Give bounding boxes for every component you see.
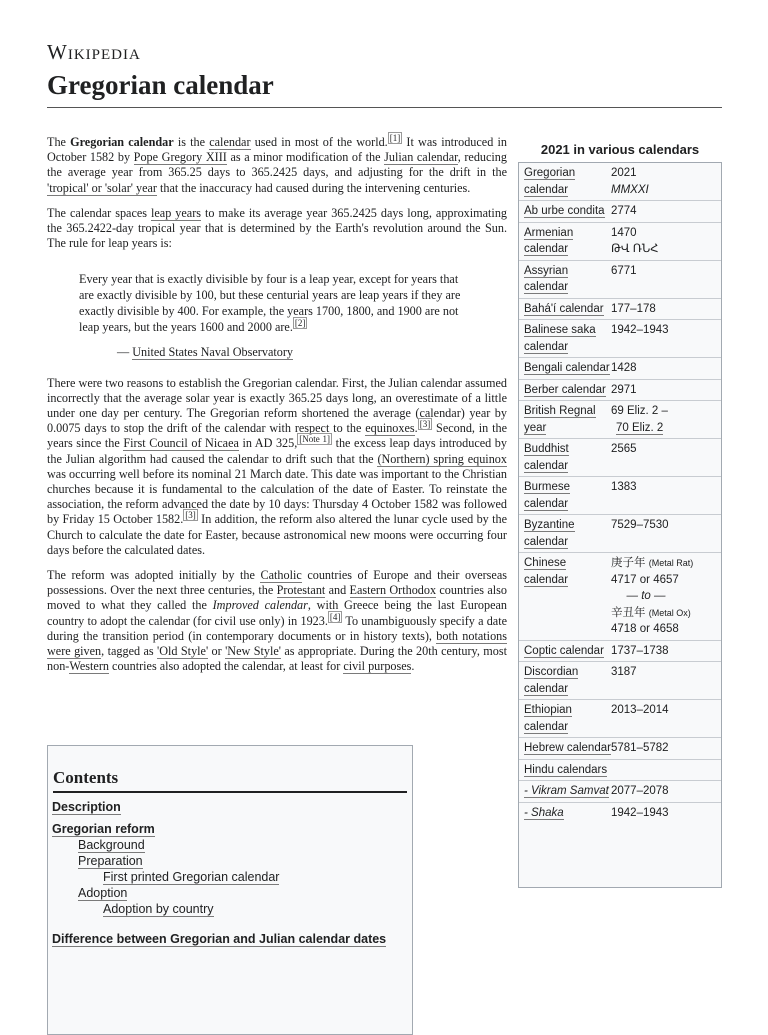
text: It was introduced in October 1582 by xyxy=(47,135,507,165)
cjk-year: 庚子年 xyxy=(611,557,646,569)
infobox-row-berber xyxy=(519,379,721,401)
value-line: MMXXI xyxy=(611,183,649,196)
infobox-caption: 2021 in various calendars xyxy=(540,142,700,157)
row-label-link[interactable]: Discordian calendar xyxy=(524,666,579,695)
row-label-link[interactable]: Ethiopian calendar xyxy=(524,704,572,733)
intro-paragraph-1 xyxy=(47,132,507,196)
text: and xyxy=(325,583,350,598)
text: In addition, the reform also altered the lunar cycle used by the Church to calculate the date for Easter, because astronomical new moons were occurring four days before the calculated dates. xyxy=(47,512,508,557)
toc-item-adoption[interactable] xyxy=(78,885,412,901)
text: is the xyxy=(173,135,210,149)
value-line: 69 Eliz. 2 – xyxy=(611,405,668,417)
link-both-notations[interactable]: both notations were given xyxy=(47,628,507,659)
row-value: 2774 xyxy=(611,205,637,217)
ref-note-1[interactable]: [Note 1] xyxy=(299,434,331,445)
infobox-table xyxy=(518,162,722,888)
infobox-row-ethiopian xyxy=(519,699,721,737)
infobox-row-discordian xyxy=(519,661,721,699)
row-value: 7529–7530 xyxy=(611,519,669,531)
intro-paragraph-2 xyxy=(47,206,507,252)
row-label-link[interactable]: Hebrew calendar xyxy=(524,742,611,754)
link-calendar[interactable]: calendar xyxy=(209,135,251,149)
link-usno[interactable]: United States Naval Observatory xyxy=(132,345,293,360)
infobox-row-bengali xyxy=(519,357,721,379)
infobox-row-coptic xyxy=(519,640,721,662)
row-label-link[interactable]: Assyrian calendar xyxy=(524,264,569,293)
toc-link[interactable]: Background xyxy=(78,838,145,852)
row-label-link[interactable]: - Shaka xyxy=(524,806,564,819)
value-line: — to — xyxy=(626,590,666,602)
toc-link[interactable]: Adoption by country xyxy=(103,902,214,916)
link-equinoxes[interactable]: equinoxes xyxy=(365,421,415,436)
link-council-nicaea[interactable]: First Council of Nicaea xyxy=(123,436,239,451)
value-line: ԹՎ ՌՆՀ xyxy=(611,243,659,255)
value-line: 1470 xyxy=(611,226,637,239)
link-new-style[interactable]: 'New Style' xyxy=(225,644,281,659)
toc-link[interactable]: Gregorian reform xyxy=(52,822,155,836)
row-value xyxy=(611,403,721,436)
text: in AD 325, xyxy=(238,436,298,451)
bold-term: Gregorian calendar xyxy=(70,135,174,149)
infobox-row-assyrian xyxy=(519,260,721,298)
infobox-row-shaka xyxy=(519,802,721,887)
row-value: 2971 xyxy=(611,383,637,396)
text: To unambiguously specify a date during the transition period (in contemporary documents or in history texts), xyxy=(47,613,508,643)
toc-item-adoption-by-country[interactable] xyxy=(103,901,412,917)
toc-spacer xyxy=(48,917,412,925)
value-line: 2021 xyxy=(611,167,637,179)
row-label-link[interactable]: Hindu calendars xyxy=(524,763,608,776)
link-leap-years[interactable]: leap years xyxy=(151,205,202,220)
row-label-link[interactable]: Armenian calendar xyxy=(524,226,574,255)
infobox-row-vikram-samvat xyxy=(519,780,721,802)
text: or xyxy=(208,644,226,659)
infobox xyxy=(518,142,722,888)
infobox-row-hindu xyxy=(519,759,721,781)
toc-link[interactable]: Difference between Gregorian and Julian calendar dates xyxy=(52,932,387,946)
infobox-row-ab-urbe xyxy=(519,200,721,222)
page-title: Gregorian calendar xyxy=(47,70,274,100)
link-spring-equinox[interactable]: (Northern) spring equinox xyxy=(377,451,507,466)
quote-source xyxy=(117,345,507,360)
text: . xyxy=(411,659,415,674)
row-value xyxy=(611,555,721,638)
quote-text: Every year that is exactly divisible by four is a leap year, except for years that are exactly divisible by 100, but these centurial years are leap years if they are exactly divisible by 400. For example, the years 1700, 1800, and 1900 are not leap years, but the years 1600 and 2000 are. xyxy=(79,272,461,335)
toc-title: Contents xyxy=(53,768,119,787)
intro-paragraph-3 xyxy=(47,376,507,558)
row-value xyxy=(611,762,721,779)
text: countries also adopted the calendar, at least for xyxy=(108,659,344,674)
row-label-link[interactable]: Byzantine calendar xyxy=(524,519,575,548)
row-value: 1942–1943 xyxy=(611,324,669,336)
ref-3b[interactable]: [3] xyxy=(185,510,196,521)
infobox-row-balinese xyxy=(519,319,721,357)
row-label-link[interactable]: Coptic calendar xyxy=(524,644,604,657)
link-catholic[interactable]: Catholic xyxy=(260,568,302,583)
wikipedia-wordmark[interactable]: Wikipedia xyxy=(47,40,141,64)
text: The xyxy=(47,135,71,149)
toc-divider xyxy=(53,791,407,793)
row-value: 3187 xyxy=(611,666,637,678)
toc-link[interactable]: First printed Gregorian calendar xyxy=(103,870,280,884)
row-label-link[interactable]: British Regnal year xyxy=(524,405,596,434)
value-note: (Metal Ox) xyxy=(648,607,691,618)
value-line xyxy=(611,605,721,622)
italic-term: Improved calendar xyxy=(212,598,308,613)
row-value: 1428 xyxy=(611,362,637,374)
value-link[interactable]: 70 Eliz. 2 xyxy=(616,421,664,434)
row-value: 1737–1738 xyxy=(611,644,669,657)
text: countries of Europe and their overseas possessions. Over the next three centuries, the xyxy=(47,568,507,598)
article-body xyxy=(47,132,508,684)
ref-2[interactable]: [2] xyxy=(294,318,306,329)
row-value: 177–178 xyxy=(611,302,656,315)
link-tropical-year[interactable]: 'tropical' or 'solar' year xyxy=(47,180,157,195)
infobox-row-buddhist xyxy=(519,438,721,476)
text: The calendar spaces xyxy=(47,205,151,220)
infobox-row-chinese xyxy=(519,552,721,640)
infobox-row-bahai xyxy=(519,298,721,320)
row-value: 2013–2014 xyxy=(611,704,669,716)
link-old-style[interactable]: 'Old Style' xyxy=(157,644,209,659)
text: There were two reasons to establish the Gregorian calendar. First, the Julian calendar assumed incorrectly that the average solar year is exactly 365.25 days long, an overestimate of a little under one day per century. The Gregorian reform shortened the average (calendar) year by 0.0075 days to stop the drift of the calendar with respect to the xyxy=(47,375,507,436)
infobox-row-hebrew xyxy=(519,737,721,759)
text: to make its average year 365.2425 days long, approximating the 365.2422-day tropical year that is determined by the Earth's revolution around the Sun. The rule for leap years is: xyxy=(47,205,508,251)
toc-item-background[interactable] xyxy=(78,837,412,853)
infobox-row-byzantine xyxy=(519,514,721,552)
value-line: 4717 or 4657 xyxy=(611,573,679,586)
text: , with Greece being the last European country to adopt the calendar (for civil use only) in 1923. xyxy=(47,598,507,628)
value-note: (Metal Rat) xyxy=(648,558,694,568)
row-label-link[interactable]: Burmese calendar xyxy=(524,481,571,510)
text: as a minor modification of the xyxy=(226,150,385,165)
infobox-row-armenian xyxy=(519,222,721,260)
ref-3[interactable]: [3] xyxy=(419,419,431,430)
row-value xyxy=(611,225,721,258)
text: — xyxy=(117,345,133,360)
link-protestant[interactable]: Protestant xyxy=(276,583,326,598)
cjk-year: 辛丑年 xyxy=(611,606,646,619)
text: was occurring well before its nominal 21 March date. This date was important to the Christian churches because it is fundamental to the calculation of the date of Easter. To reinstate the association, the reform advanced the date by 10 days: Thursday 4 October 1582 was followed by Friday 15 October 1582. xyxy=(47,466,507,527)
link-civil-purposes[interactable]: civil purposes xyxy=(343,659,412,674)
text: , tagged as xyxy=(101,644,158,659)
row-value: 6771 xyxy=(611,264,637,277)
toc-link[interactable]: Description xyxy=(52,800,121,814)
row-label-link[interactable]: Ab urbe condita xyxy=(524,205,605,217)
title-divider xyxy=(47,107,722,108)
text: Second, in the years since the xyxy=(47,421,507,451)
row-value: 2077–2078 xyxy=(611,785,669,797)
value-line: 4718 or 4658 xyxy=(611,623,679,635)
text: The reform was adopted initially by the xyxy=(47,568,261,583)
ref-1[interactable]: [1] xyxy=(389,132,401,143)
row-value xyxy=(611,165,721,198)
text: , reducing the average year from 365.25 days to 365.2425 days, and adjusting for the drift in the xyxy=(47,150,507,180)
toc-item-preparation[interactable] xyxy=(78,853,412,869)
table-of-contents xyxy=(47,745,413,1035)
row-value: 5781–5782 xyxy=(611,742,669,754)
text: countries also moved to what they called the xyxy=(47,583,507,613)
row-label-link[interactable]: Berber calendar xyxy=(524,383,606,396)
text: . xyxy=(414,421,418,436)
link-eastern-orthodox[interactable]: Eastern Orthodox xyxy=(349,583,437,598)
value-line xyxy=(611,555,721,572)
toc-item-description[interactable] xyxy=(52,799,412,815)
row-label-link[interactable]: Bengali calendar xyxy=(524,362,610,374)
row-label-link[interactable]: Bahá'í calendar xyxy=(524,302,604,315)
row-value: 1942–1943 xyxy=(611,806,669,819)
link-western[interactable]: Western xyxy=(69,659,109,674)
text: as appropriate. During the 20th century, most non- xyxy=(47,644,508,674)
row-label-link[interactable]: Balinese saka calendar xyxy=(524,324,596,353)
row-label-link[interactable]: Gregorian calendar xyxy=(524,167,576,196)
toc-link[interactable]: Preparation xyxy=(78,854,143,868)
link-pope-gregory[interactable]: Pope Gregory XIII xyxy=(133,150,227,165)
intro-paragraph-4 xyxy=(47,568,507,674)
text: used in most of the world. xyxy=(250,135,388,149)
row-value: 2565 xyxy=(611,443,637,455)
text: that the inaccuracy had caused during the intervening centuries. xyxy=(156,180,471,195)
toc-link[interactable]: Adoption xyxy=(78,886,128,900)
toc-item-gregorian-reform[interactable] xyxy=(52,821,412,837)
toc-item-difference[interactable] xyxy=(52,931,412,947)
link-julian-calendar[interactable]: Julian calendar xyxy=(384,150,458,165)
infobox-row-gregorian xyxy=(519,163,721,200)
blockquote xyxy=(79,271,475,335)
infobox-row-burmese xyxy=(519,476,721,514)
ref-4[interactable]: [4] xyxy=(329,611,341,622)
row-value: 1383 xyxy=(611,481,637,493)
row-label-link[interactable]: Chinese calendar xyxy=(524,557,569,586)
text: the excess leap days introduced by the Julian algorithm had caused the calendar to drift such that the xyxy=(47,436,507,466)
toc-item-first-printed[interactable] xyxy=(103,869,412,885)
row-label-link[interactable]: - Vikram Samvat xyxy=(524,785,609,797)
row-label-link[interactable]: Buddhist calendar xyxy=(524,443,569,472)
infobox-row-british-regnal xyxy=(519,400,721,438)
